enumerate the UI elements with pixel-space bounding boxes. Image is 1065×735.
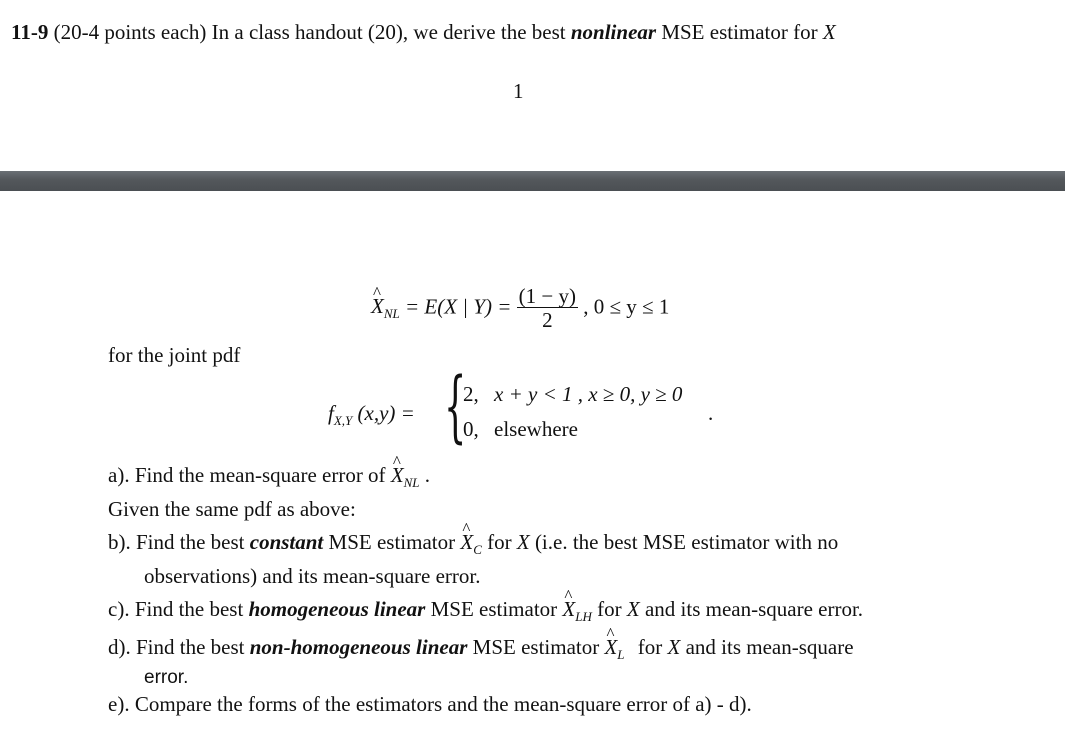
- item-c: [108, 596, 863, 625]
- item-c-text: c). Find the best: [108, 597, 244, 621]
- left-brace: {: [444, 362, 467, 452]
- item-b-for: for: [487, 530, 512, 554]
- intro-variable: X: [822, 20, 836, 44]
- item-b-var: X: [516, 530, 530, 554]
- fraction-denominator: 2: [542, 308, 553, 332]
- item-a-text: a). Find the mean-square error of: [108, 463, 386, 487]
- item-a: [108, 462, 430, 491]
- case-2: [463, 416, 578, 442]
- item-e: e). Compare the forms of the estimators and the mean-square error of a) - d).: [108, 692, 752, 716]
- x-hat-lh: ^ X: [562, 596, 575, 622]
- joint-pdf-label: for the joint pdf: [108, 343, 241, 367]
- item-b-mid: MSE estimator: [328, 530, 456, 554]
- problem-number: 11-9: [11, 20, 49, 44]
- case-1-condition: x + y < 1 , x ≥ 0, y ≥ 0: [494, 382, 683, 406]
- item-b-emphasis: constant: [249, 530, 324, 554]
- item-b-subscript: C: [473, 542, 482, 557]
- pdf-function: [328, 400, 415, 429]
- case-2-value: 0,: [463, 417, 479, 441]
- item-c-rest: and its mean-square error.: [644, 597, 864, 621]
- item-d-line2: error.: [144, 667, 189, 688]
- points-label: (20-4 points each): [53, 20, 207, 44]
- case-1: [463, 381, 682, 407]
- x-hat-nl-ref: ^ X: [391, 462, 404, 488]
- item-d-subscript: L: [617, 647, 625, 662]
- x-hat-l: ^ X: [604, 634, 617, 660]
- case-1-value: 2,: [463, 382, 479, 406]
- item-a-end: .: [424, 463, 431, 487]
- page-number: 1: [513, 79, 524, 103]
- pdf-period: .: [708, 401, 714, 425]
- pdf-symbol: f: [328, 401, 334, 425]
- pdf-subscript: X,Y: [333, 413, 353, 428]
- x-hat-nl: ^ X: [371, 293, 384, 319]
- estimator-equation: [371, 285, 669, 332]
- conditional-expectation: = E(X | Y) =: [404, 294, 512, 319]
- domain-range: , 0 ≤ y ≤ 1: [583, 294, 670, 319]
- item-b-text: b). Find the best: [108, 530, 245, 554]
- item-c-var: X: [626, 597, 640, 621]
- pdf-args: (x,y) =: [357, 401, 415, 425]
- intro-text: In a class handout (20), we derive the best: [211, 20, 566, 44]
- item-a-subscript: NL: [403, 475, 420, 490]
- item-d-var: X: [667, 635, 681, 659]
- case-2-condition: elsewhere: [494, 417, 578, 441]
- item-d: [108, 634, 854, 663]
- item-c-subscript: LH: [575, 609, 592, 624]
- item-b-line2: observations) and its mean-square error.: [144, 564, 481, 588]
- fraction-numerator: (1 − y): [518, 284, 577, 308]
- intro-emphasis: nonlinear: [570, 20, 657, 44]
- item-d-rest: and its mean-square: [685, 635, 854, 659]
- item-b: [108, 529, 838, 558]
- fraction: [517, 285, 578, 332]
- item-b-rest: (i.e. the best MSE estimator with no: [534, 530, 839, 554]
- page-divider: [0, 171, 1065, 191]
- x-hat-c: ^ X: [460, 529, 473, 555]
- item-c-for: for: [597, 597, 622, 621]
- item-c-emphasis: homogeneous linear: [248, 597, 426, 621]
- intro-text-2: MSE estimator for: [661, 20, 818, 44]
- item-c-mid: MSE estimator: [430, 597, 558, 621]
- item-d-for: for: [637, 635, 663, 659]
- item-d-mid: MSE estimator: [472, 635, 600, 659]
- item-d-emphasis: non-homogeneous linear: [249, 635, 468, 659]
- item-d-text: d). Find the best: [108, 635, 245, 659]
- nl-subscript: NL: [383, 306, 400, 322]
- given-line: Given the same pdf as above:: [108, 497, 356, 521]
- problem-statement: [11, 19, 836, 45]
